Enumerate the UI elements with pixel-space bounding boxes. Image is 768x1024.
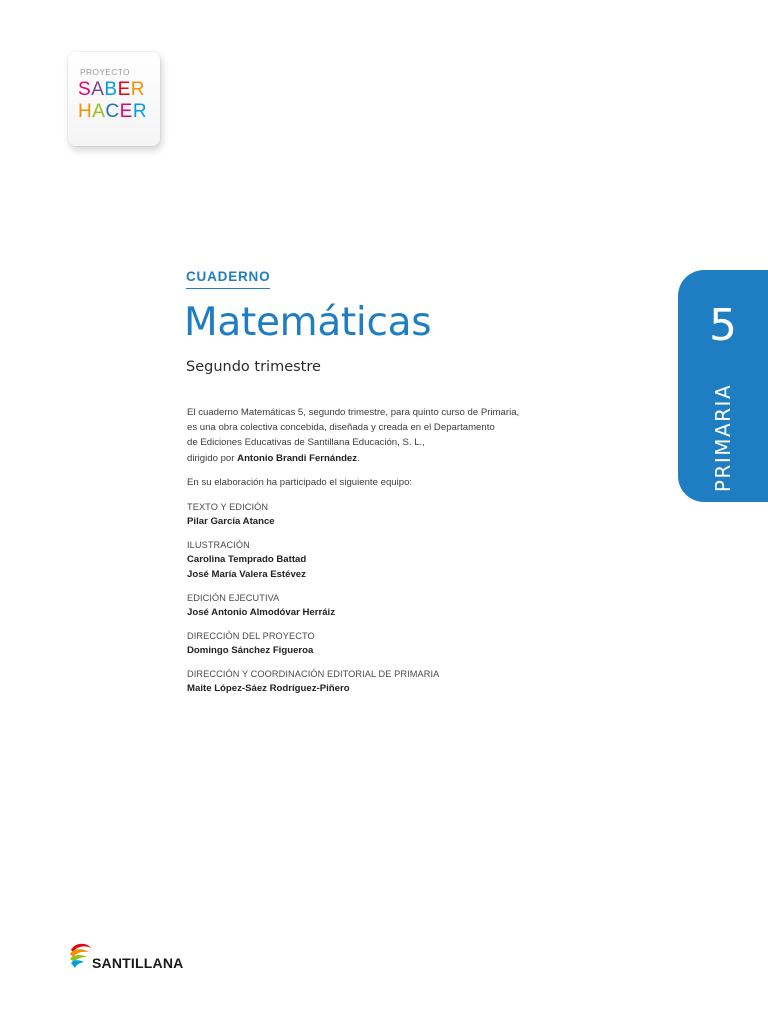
credit-role: DIRECCIÓN DEL PROYECTO [187,631,315,641]
publisher-name: SANTILLANA [92,955,184,971]
logo-letter: E [117,79,131,100]
intro-directed-prefix: dirigido por [187,452,238,464]
logo-letter: A [92,101,106,122]
team-intro: En su elaboración ha participado el siguiente equipo: [187,477,413,488]
credit-role: DIRECCIÓN Y COORDINACIÓN EDITORIAL DE PRIMARIA [187,669,440,679]
credit-block [187,629,439,658]
level-tab [678,270,768,502]
credits-list [187,500,439,705]
credit-block [187,500,439,529]
logo-word-saber [78,80,145,99]
logo-letter: E [119,101,133,122]
logo-letter: B [104,79,118,100]
credit-block [187,538,439,582]
intro-line: es una obra colectiva concebida, diseñada y creada en el Departamento [187,422,495,434]
intro-line [187,451,567,466]
proyecto-saber-hacer-logo [68,52,160,146]
credit-name: José María Valera Estévez [187,569,306,580]
director-name: Antonio Brandi Fernández [237,452,358,464]
credit-name: Domingo Sánchez Figueroa [187,645,314,656]
credit-name: Carolina Temprado Battad [187,554,307,565]
credit-name: Maite López-Sáez Rodríguez-Piñero [187,683,350,694]
credit-name: José Antonio Almodóvar Herráiz [187,607,336,618]
level-number: 5 [709,300,737,351]
credit-role: EDICIÓN EJECUTIVA [187,593,280,603]
intro-period: . [357,452,360,464]
logo-letter: H [78,101,93,122]
logo-letter: S [78,79,92,100]
credit-block [187,667,439,696]
logo-letter: R [130,79,145,100]
level-name: PRIMARIA [711,383,735,493]
credit-name: Pilar García Atance [187,516,275,527]
page-subtitle: Segundo trimestre [186,359,321,375]
intro-line: El cuaderno Matemáticas 5, segundo trimestre, para quinto curso de Primaria, [187,407,520,418]
credit-role: ILUSTRACIÓN [187,540,250,550]
intro-paragraph [187,405,567,466]
logo-word-hacer [78,102,147,121]
credit-role: TEXTO Y EDICIÓN [187,502,269,512]
credit-block [187,591,439,620]
intro-line: de Ediciones Educativas de Santillana Educación, S. L., [187,437,425,449]
logo-small-text: PROYECTO [80,67,130,77]
kicker-label: CUADERNO [186,269,270,289]
page-title: Matemáticas [184,300,432,345]
logo-letter: R [132,101,148,122]
santillana-swirl-icon [67,940,93,974]
logo-letter: C [105,101,120,122]
logo-letter: A [91,79,105,100]
